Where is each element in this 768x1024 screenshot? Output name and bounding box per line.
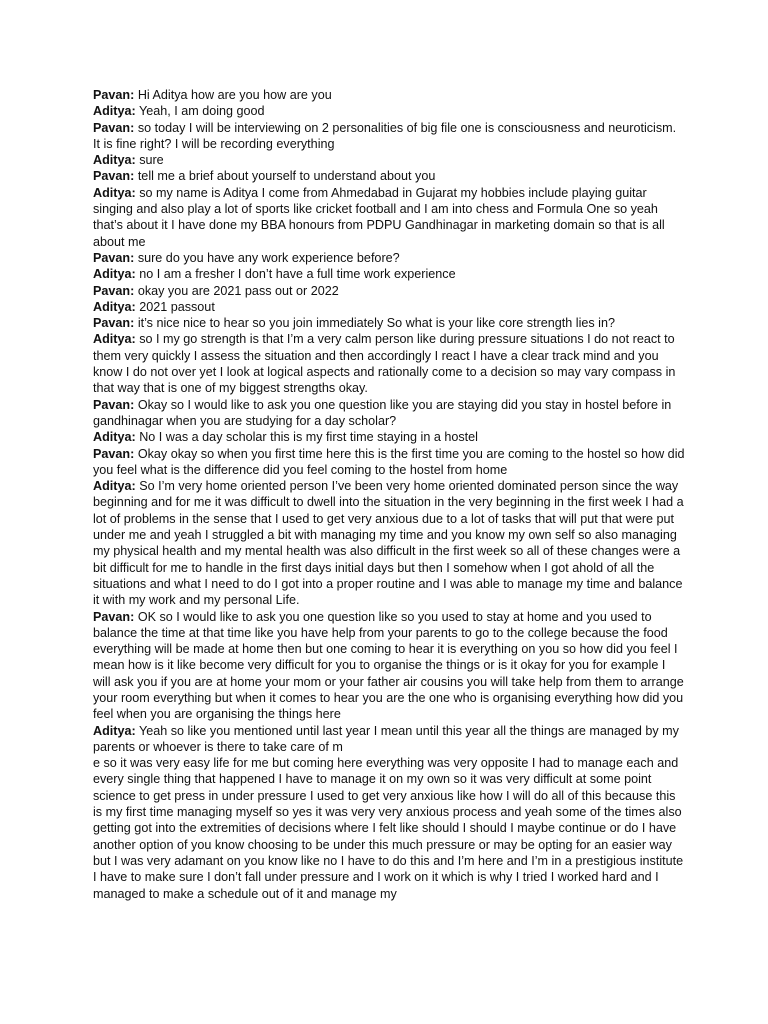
utterance-text: no I am a fresher I don’t have a full time work experience bbox=[139, 267, 456, 282]
speaker-label: Aditya: bbox=[93, 299, 136, 314]
transcript-line bbox=[93, 723, 685, 756]
speaker-label: Pavan: bbox=[93, 88, 135, 102]
utterance-text: it’s nice nice to hear so you join immediately So what is your like core strength lies in? bbox=[137, 316, 615, 331]
speaker-label: Pavan: bbox=[93, 169, 135, 184]
transcript-line bbox=[93, 397, 685, 430]
utterance-text: sure bbox=[139, 153, 164, 168]
utterance-text: So I’m very home oriented person I’ve been very home oriented dominated person since the way beginning and for me it was difficult to dwell into the situation in the very beginning in the first week I had a lot of problems in the sense that I used to get very anxious due to a lot of tasks that will put that were put under me and yeah I struggled a bit with managing my time and you know my own self so also managing my physical health and my mental health was also difficult in the first week so all of these changes were a bit difficult for me to handle in the first days initial days but then I somehow when I got ahold of all the situations and what I need to do I got into a proper routine and I was able to manage my time and balance it with my work and my personal Life. bbox=[93, 479, 684, 608]
speaker-label: Aditya: bbox=[93, 267, 136, 282]
transcript-line bbox=[93, 446, 685, 479]
transcript-line bbox=[93, 120, 685, 153]
speaker-label: Pavan: bbox=[93, 397, 135, 412]
transcript-line bbox=[93, 331, 685, 396]
transcript-line bbox=[93, 168, 685, 184]
speaker-label: Aditya: bbox=[93, 153, 136, 168]
utterance-text: Okay so I would like to ask you one question like you are staying did you stay in hostel before in gandhinagar when you are studying for a day scholar? bbox=[93, 397, 672, 428]
transcript-line bbox=[93, 185, 685, 250]
transcript-line bbox=[93, 315, 685, 331]
speaker-label: Pavan: bbox=[93, 609, 135, 624]
utterance-text: tell me a brief about yourself to understand about you bbox=[137, 169, 436, 184]
speaker-label: Pavan: bbox=[93, 283, 135, 298]
transcript-line bbox=[93, 283, 685, 299]
speaker-label: Pavan: bbox=[93, 120, 135, 135]
transcript-line bbox=[93, 429, 685, 445]
speaker-label: Aditya: bbox=[93, 185, 136, 200]
transcript-line bbox=[93, 103, 685, 119]
speaker-label: Pavan: bbox=[93, 316, 135, 331]
speaker-label: Aditya: bbox=[93, 104, 136, 119]
transcript-line bbox=[93, 478, 685, 608]
transcript-document bbox=[93, 87, 685, 902]
transcript-line bbox=[93, 152, 685, 168]
transcript-line bbox=[93, 87, 685, 103]
speaker-label: Aditya: bbox=[93, 430, 136, 445]
utterance-text: 2021 passout bbox=[139, 299, 215, 314]
utterance-text: so my name is Aditya I come from Ahmedabad in Gujarat my hobbies include playing guitar singing and also play a lot of sports like cricket football and I am into chess and Formula One so yeah that’s about it I have done my BBA honours from PDPU Gandhinagar in marketing domain so that is all about me bbox=[93, 185, 665, 249]
utterance-text: Hi Aditya how are you how are you bbox=[137, 88, 332, 102]
transcript-line bbox=[93, 609, 685, 723]
transcript-line bbox=[93, 266, 685, 282]
speaker-label: Aditya: bbox=[93, 332, 136, 347]
speaker-label: Aditya: bbox=[93, 723, 136, 738]
transcript-line bbox=[93, 299, 685, 315]
utterance-text: Yeah, I am doing good bbox=[138, 104, 265, 119]
utterance-text: so I my go strength is that I’m a very calm person like during pressure situations I do not react to them very quickly I assess the situation and then accordingly I react I have a clear track mind and you know I do not over yet I look at logical aspects and rationally come to a decision so may vary compass in that way that is one of my biggest strengths okay. bbox=[93, 332, 676, 396]
speaker-label: Aditya: bbox=[93, 479, 136, 494]
utterance-text: e so it was very easy life for me but coming here everything was very opposite I had to manage each and every single thing that happened I have to manage it on my own so it was very difficult at some point science to get press in under pressure I used to get very anxious like how I will do all of this because this is my first time managing myself so yes it was very very anxious process and yeah some of the times also getting got into the extremities of decisions where I felt like should I should I maybe continue or do I have another option of you know choosing to be under this much pressure or may be opting for an easier way but I was very adamant on you know like no I have to do this and I’m here and I’m in a prestigious institute I have to make sure I don’t fall under pressure and I work on it which is why I tried I worked hard and I managed to make a schedule out of it and manage my bbox=[93, 756, 684, 901]
utterance-text: sure do you have any work experience before? bbox=[137, 250, 400, 265]
utterance-text: Yeah so like you mentioned until last year I mean until this year all the things are managed by my parents or whoever is there to take care of m bbox=[93, 723, 679, 754]
utterance-text: No I was a day scholar this is my first time staying in a hostel bbox=[139, 430, 478, 445]
utterance-text: okay you are 2021 pass out or 2022 bbox=[137, 283, 339, 298]
utterance-text: OK so I would like to ask you one question like so you used to stay at home and you used to balance the time at that time like you have help from your parents to go to the college because the food everything will be made at home then but one coming to hear it is everything on you so how did you feel I mean how is it like become very difficult for you to organise the things or is it okay for you for example I will ask you if you are at home your mom or your father air cousins you will take help from them to arrange your room everything but when it comes to hear you are the one who is organising everything how did you feel when you are organising the things here bbox=[93, 609, 684, 722]
speaker-label: Pavan: bbox=[93, 446, 135, 461]
utterance-text: so today I will be interviewing on 2 personalities of big file one is consciousness and neuroticism. It is fine right? I will be recording everything bbox=[93, 120, 677, 151]
speaker-label: Pavan: bbox=[93, 250, 135, 265]
transcript-line bbox=[93, 755, 685, 902]
transcript-line bbox=[93, 250, 685, 266]
utterance-text: Okay okay so when you first time here this is the first time you are coming to the hostel so how did you feel what is the difference did you feel coming to the hostel from home bbox=[93, 446, 685, 477]
